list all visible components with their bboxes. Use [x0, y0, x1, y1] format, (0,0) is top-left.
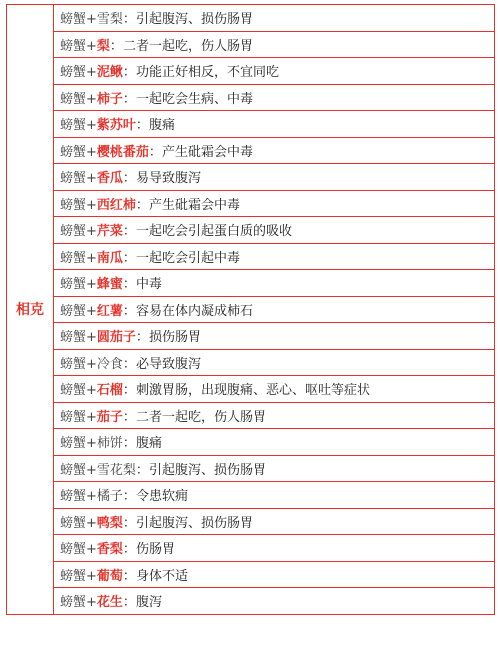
- effect-text: 损伤肠胃: [148, 330, 201, 346]
- category-label: 相克: [7, 5, 54, 615]
- food-b: 雪梨: [96, 12, 123, 28]
- food-a: 螃蟹+: [60, 409, 97, 425]
- effect-text: 身体不适: [135, 568, 188, 584]
- effect-text: 引起腹泻、损伤肠胃: [135, 515, 253, 531]
- food-a: 螃蟹+: [60, 12, 97, 28]
- pair-cell: [54, 376, 495, 403]
- pair-cell: [54, 190, 495, 217]
- pair-cell: [54, 84, 495, 111]
- effect-text: 引起腹泻、损伤肠胃: [148, 462, 266, 478]
- separator: ：: [148, 144, 162, 160]
- separator: ：: [122, 595, 136, 611]
- food-b: 柿子: [96, 91, 123, 107]
- effect-text: 刺激胃肠，出现腹痛、恶心、呕吐等症状: [135, 383, 370, 399]
- food-a: 螃蟹+: [60, 144, 97, 160]
- separator: ：: [122, 65, 136, 81]
- table-row: [7, 58, 495, 85]
- food-b: 葡萄: [96, 568, 123, 584]
- food-a: 螃蟹+: [60, 171, 97, 187]
- pair-cell: [54, 270, 495, 297]
- food-incompatibility-table: [6, 4, 495, 615]
- food-b: 柿饼: [96, 436, 123, 452]
- pair-cell: [54, 111, 495, 138]
- pair-cell: [54, 482, 495, 509]
- table-row: [7, 429, 495, 456]
- food-b: 蜂蜜: [96, 277, 123, 293]
- pair-cell: [54, 561, 495, 588]
- food-b: 南瓜: [96, 250, 123, 266]
- food-b: 鸭梨: [96, 515, 123, 531]
- separator: ：: [122, 383, 136, 399]
- food-a: 螃蟹+: [60, 38, 97, 54]
- food-a: 螃蟹+: [60, 224, 97, 240]
- effect-text: 容易在体内凝成柿石: [135, 303, 253, 319]
- food-b: 圆茄子: [96, 330, 136, 346]
- pair-cell: [54, 217, 495, 244]
- food-a: 螃蟹+: [60, 542, 97, 558]
- effect-text: 一起吃会引起蛋白质的吸收: [135, 224, 292, 240]
- food-a: 螃蟹+: [60, 118, 97, 134]
- pair-cell: [54, 31, 495, 58]
- food-b: 香梨: [96, 542, 123, 558]
- separator: ：: [122, 409, 136, 425]
- table-row: [7, 217, 495, 244]
- food-a: 螃蟹+: [60, 277, 97, 293]
- separator: ：: [122, 542, 136, 558]
- pair-cell: [54, 164, 495, 191]
- pair-cell: [54, 58, 495, 85]
- pair-cell: [54, 402, 495, 429]
- food-a: 螃蟹+: [60, 383, 97, 399]
- food-b: 芹菜: [96, 224, 123, 240]
- separator: ：: [122, 515, 136, 531]
- table-row: [7, 137, 495, 164]
- food-a: 螃蟹+: [60, 462, 97, 478]
- separator: ：: [122, 303, 136, 319]
- effect-text: 一起吃会引起中毒: [135, 250, 240, 266]
- pair-cell: [54, 588, 495, 615]
- effect-text: 二者一起吃，伤人肠胃: [122, 38, 253, 54]
- table-row: [7, 349, 495, 376]
- effect-text: 功能正好相反，不宜同吃: [135, 65, 279, 81]
- food-a: 螃蟹+: [60, 250, 97, 266]
- table-row: [7, 270, 495, 297]
- table-row: [7, 84, 495, 111]
- pair-cell: [54, 243, 495, 270]
- food-b: 橘子: [96, 489, 123, 505]
- separator: ：: [135, 330, 149, 346]
- food-incompatibility-table-wrapper: [6, 4, 495, 615]
- food-a: 螃蟹+: [60, 436, 97, 452]
- table-row: [7, 535, 495, 562]
- effect-text: 易导致腹泻: [135, 171, 201, 187]
- food-a: 螃蟹+: [60, 356, 97, 372]
- effect-text: 一起吃会生病、中毒: [135, 91, 253, 107]
- effect-text: 二者一起吃，伤人肠胃: [135, 409, 266, 425]
- food-a: 螃蟹+: [60, 489, 97, 505]
- effect-text: 令患软痈: [135, 489, 188, 505]
- table-body: [7, 5, 495, 615]
- effect-text: 产生砒霜会中毒: [161, 144, 253, 160]
- pair-cell: [54, 455, 495, 482]
- separator: ：: [135, 197, 149, 213]
- food-a: 螃蟹+: [60, 330, 97, 346]
- table-row: [7, 561, 495, 588]
- food-a: 螃蟹+: [60, 515, 97, 531]
- food-b: 樱桃番茄: [96, 144, 149, 160]
- food-b: 红薯: [96, 303, 123, 319]
- table-row: [7, 164, 495, 191]
- food-a: 螃蟹+: [60, 65, 97, 81]
- food-b: 冷食: [96, 356, 123, 372]
- food-b: 香瓜: [96, 171, 123, 187]
- food-a: 螃蟹+: [60, 568, 97, 584]
- food-a: 螃蟹+: [60, 303, 97, 319]
- pair-cell: [54, 535, 495, 562]
- table-row: [7, 243, 495, 270]
- table-row: [7, 31, 495, 58]
- table-row: [7, 588, 495, 615]
- food-b: 西红柿: [96, 197, 136, 213]
- table-row: [7, 455, 495, 482]
- table-row: [7, 376, 495, 403]
- food-a: 螃蟹+: [60, 595, 97, 611]
- table-row: [7, 508, 495, 535]
- food-b: 梨: [96, 38, 110, 54]
- effect-text: 腹痛: [135, 436, 162, 452]
- separator: ：: [122, 436, 136, 452]
- table-row: [7, 190, 495, 217]
- table-row: [7, 296, 495, 323]
- separator: ：: [122, 224, 136, 240]
- separator: ：: [122, 568, 136, 584]
- table-row: [7, 482, 495, 509]
- table-row: [7, 402, 495, 429]
- table-row: [7, 111, 495, 138]
- separator: ：: [122, 91, 136, 107]
- separator: ：: [109, 38, 123, 54]
- effect-text: 伤肠胃: [135, 542, 175, 558]
- food-b: 石榴: [96, 383, 123, 399]
- pair-cell: [54, 296, 495, 323]
- table-row: [7, 5, 495, 32]
- pair-cell: [54, 349, 495, 376]
- food-b: 花生: [96, 595, 123, 611]
- effect-text: 产生砒霜会中毒: [148, 197, 240, 213]
- effect-text: 必导致腹泻: [135, 356, 201, 372]
- food-a: 螃蟹+: [60, 197, 97, 213]
- pair-cell: [54, 5, 495, 32]
- food-b: 泥鳅: [96, 65, 123, 81]
- food-b: 茄子: [96, 409, 123, 425]
- separator: ：: [135, 118, 149, 134]
- separator: ：: [122, 12, 136, 28]
- effect-text: 引起腹泻、损伤肠胃: [135, 12, 253, 28]
- food-b: 紫苏叶: [96, 118, 136, 134]
- food-b: 雪花梨: [96, 462, 136, 478]
- separator: ：: [135, 462, 149, 478]
- food-a: 螃蟹+: [60, 91, 97, 107]
- separator: ：: [122, 489, 136, 505]
- effect-text: 中毒: [135, 277, 162, 293]
- table-row: [7, 323, 495, 350]
- separator: ：: [122, 171, 136, 187]
- separator: ：: [122, 277, 136, 293]
- pair-cell: [54, 508, 495, 535]
- effect-text: 腹泻: [135, 595, 162, 611]
- separator: ：: [122, 250, 136, 266]
- pair-cell: [54, 429, 495, 456]
- pair-cell: [54, 323, 495, 350]
- effect-text: 腹痛: [148, 118, 175, 134]
- separator: ：: [122, 356, 136, 372]
- pair-cell: [54, 137, 495, 164]
